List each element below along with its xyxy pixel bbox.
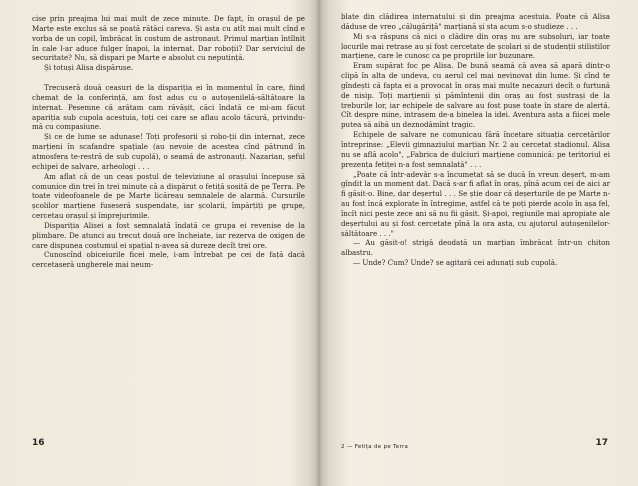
right-paragraph-7: — Unde? Cum? Unde? se agitară cei adunați sub cupolă. — [353, 258, 558, 268]
left-paragraph-1: cise prin preajma lui mai mult de zece minute. De fapt, în orașul de pe Marte este exclus să se poată rătăci careva. Și asta cu atît mai mult cînd e vorba de un copil, îmbrăcat în costum de astronaut. Primul marțian întîlnit în cale l-ar aduce fulger înapoi, la internat. Dar roboții? Dar serviciul de securitate? Nu, să dispari pe Marte e absolut cu neputință. — [32, 14, 305, 63]
right-page — [319, 0, 638, 486]
right-page-number: 17 — [595, 438, 608, 448]
section-gap — [32, 73, 305, 83]
left-paragraph-2: Și totuși Alisa dispăruse. — [44, 63, 134, 73]
right-paragraph-1: blate din clădirea internatului și din preajma acestuia. Poate că Alisa dăduse de vreo „călugăriță" marțiană și sta acum s-o studieze . . . — [341, 12, 610, 31]
right-paragraph-4: Echipele de salvare ne comunicau fără încetare situația cercetărilor întreprinse: „Elevii gimnaziului marțian Nr. 2 au cercetat stadionul. Alisa nu se află acolo", „Fabrica de dulciuri marțiene comunică: pe teritoriul ei prezența fetiței n-a fost semnalată" . . . — [341, 130, 610, 169]
left-paragraph-5: Am aflat că de un ceas postul de televiziune al orașului începuse să comunice din trei în trei minute că a dispărut o fetiță sosită de pe Terra. Pe toate videofoanele de pe Marte licăreau semnalele de alarmă. Cursurile școlilor marțiene fuseseră suspendate, iar școlarii, împărțiți pe grupe, cercetau orașul și împrejurimile. — [32, 171, 305, 221]
chapter-footer: 2 — Fetița de pe Terra — [341, 444, 409, 450]
left-paragraph-6: Dispariția Alisei a fost semnalată îndată ce grupa ei revenise de la plimbare. De atunci au trecut două ore încheiate, iar rezerva de oxigen de care dispunea costumul ei spațial n-avea să dureze decît trei ore. — [32, 220, 305, 250]
left-paragraph-7: Cunoscînd obiceiurile ficei mele, i-am întrebat pe cei de față dacă cercetaseră ungherele mai neum- — [32, 250, 305, 270]
right-paragraph-2: Mi s-a răspuns că nici o clădire din oraș nu are subsoluri, iar toate locurile mai retrase au și fost cercetate de școlari și de studenții stilistilor marțiene, care le cunosc ca pe propriile lor buzunare. — [341, 31, 610, 61]
left-paragraph-4: Și ce de lume se adunase! Toți profesorii și robo-ții din internat, zece marțieni în scafandre spațiale (au nevoie de acestea cînd pătrund în atmosfera te-restră de sub cupolă), o seamă de astronauți. Nazarian, șeful echipei de salvare, arheologi . . . — [32, 132, 305, 171]
right-paragraph-5: „Poate că într-adevăr s-a încumetat să se ducă în vreun deșert, m-am gîndit la un moment dat. Dacă s-ar fi aflat în oraș, pînă acum cei de aici ar fi găsit-o. Bine, dar deșertul . . . Se știe doar că deșerturile de pe Marte n-au fost încă explorate în întregime, astfel că te poți pierde acolo în așa fel, încît nici peste zece ani să nu fii găsit. Și-apoi, regiunile mai apropiate ale deșertului au și fost cercetate pînă la ora asta, cu ajutorul autoșenilelor-săltătoare . . ." — [341, 169, 610, 238]
left-paragraph-3: Trecuseră două ceasuri de la dispariția ei în momentul în care, fiind chemat de la conferință, am fost adus cu o autoșenilelă-săltătoare la internat. Pesemne că arătam cam răvășit, căci îndată ce mi-am făcut apariția sub cupola acestuia, toți cei care se aflau acolo tăcură, privindu-mă cu compasiune. — [32, 83, 305, 132]
right-paragraph-3: Eram supărat foc pe Alisa. De bună seamă că avea să apară dintr-o clipă în alta de undeva, cu aerul cel mai nevinovat din lume. Și cînd te gîndești că fapta ei a provocat în oraș mai multe necazuri decît o furtună de nisip. Toți marțienii și pămîntenii din oraș au fost sustrași de la treburile lor, iar echipele de salvare au fost puse toate în stare de alertă. Cît despre mine, intrasem de-a binelea la idei. Aventura asta a fiicei mele putea să aibă un deznodămînt tragic. — [341, 61, 610, 130]
left-page-number: 16 — [32, 438, 45, 448]
right-paragraph-6: — Au găsit-o! strigă deodată un marțian îmbrăcat într-un chiton albastru. — [341, 238, 610, 258]
